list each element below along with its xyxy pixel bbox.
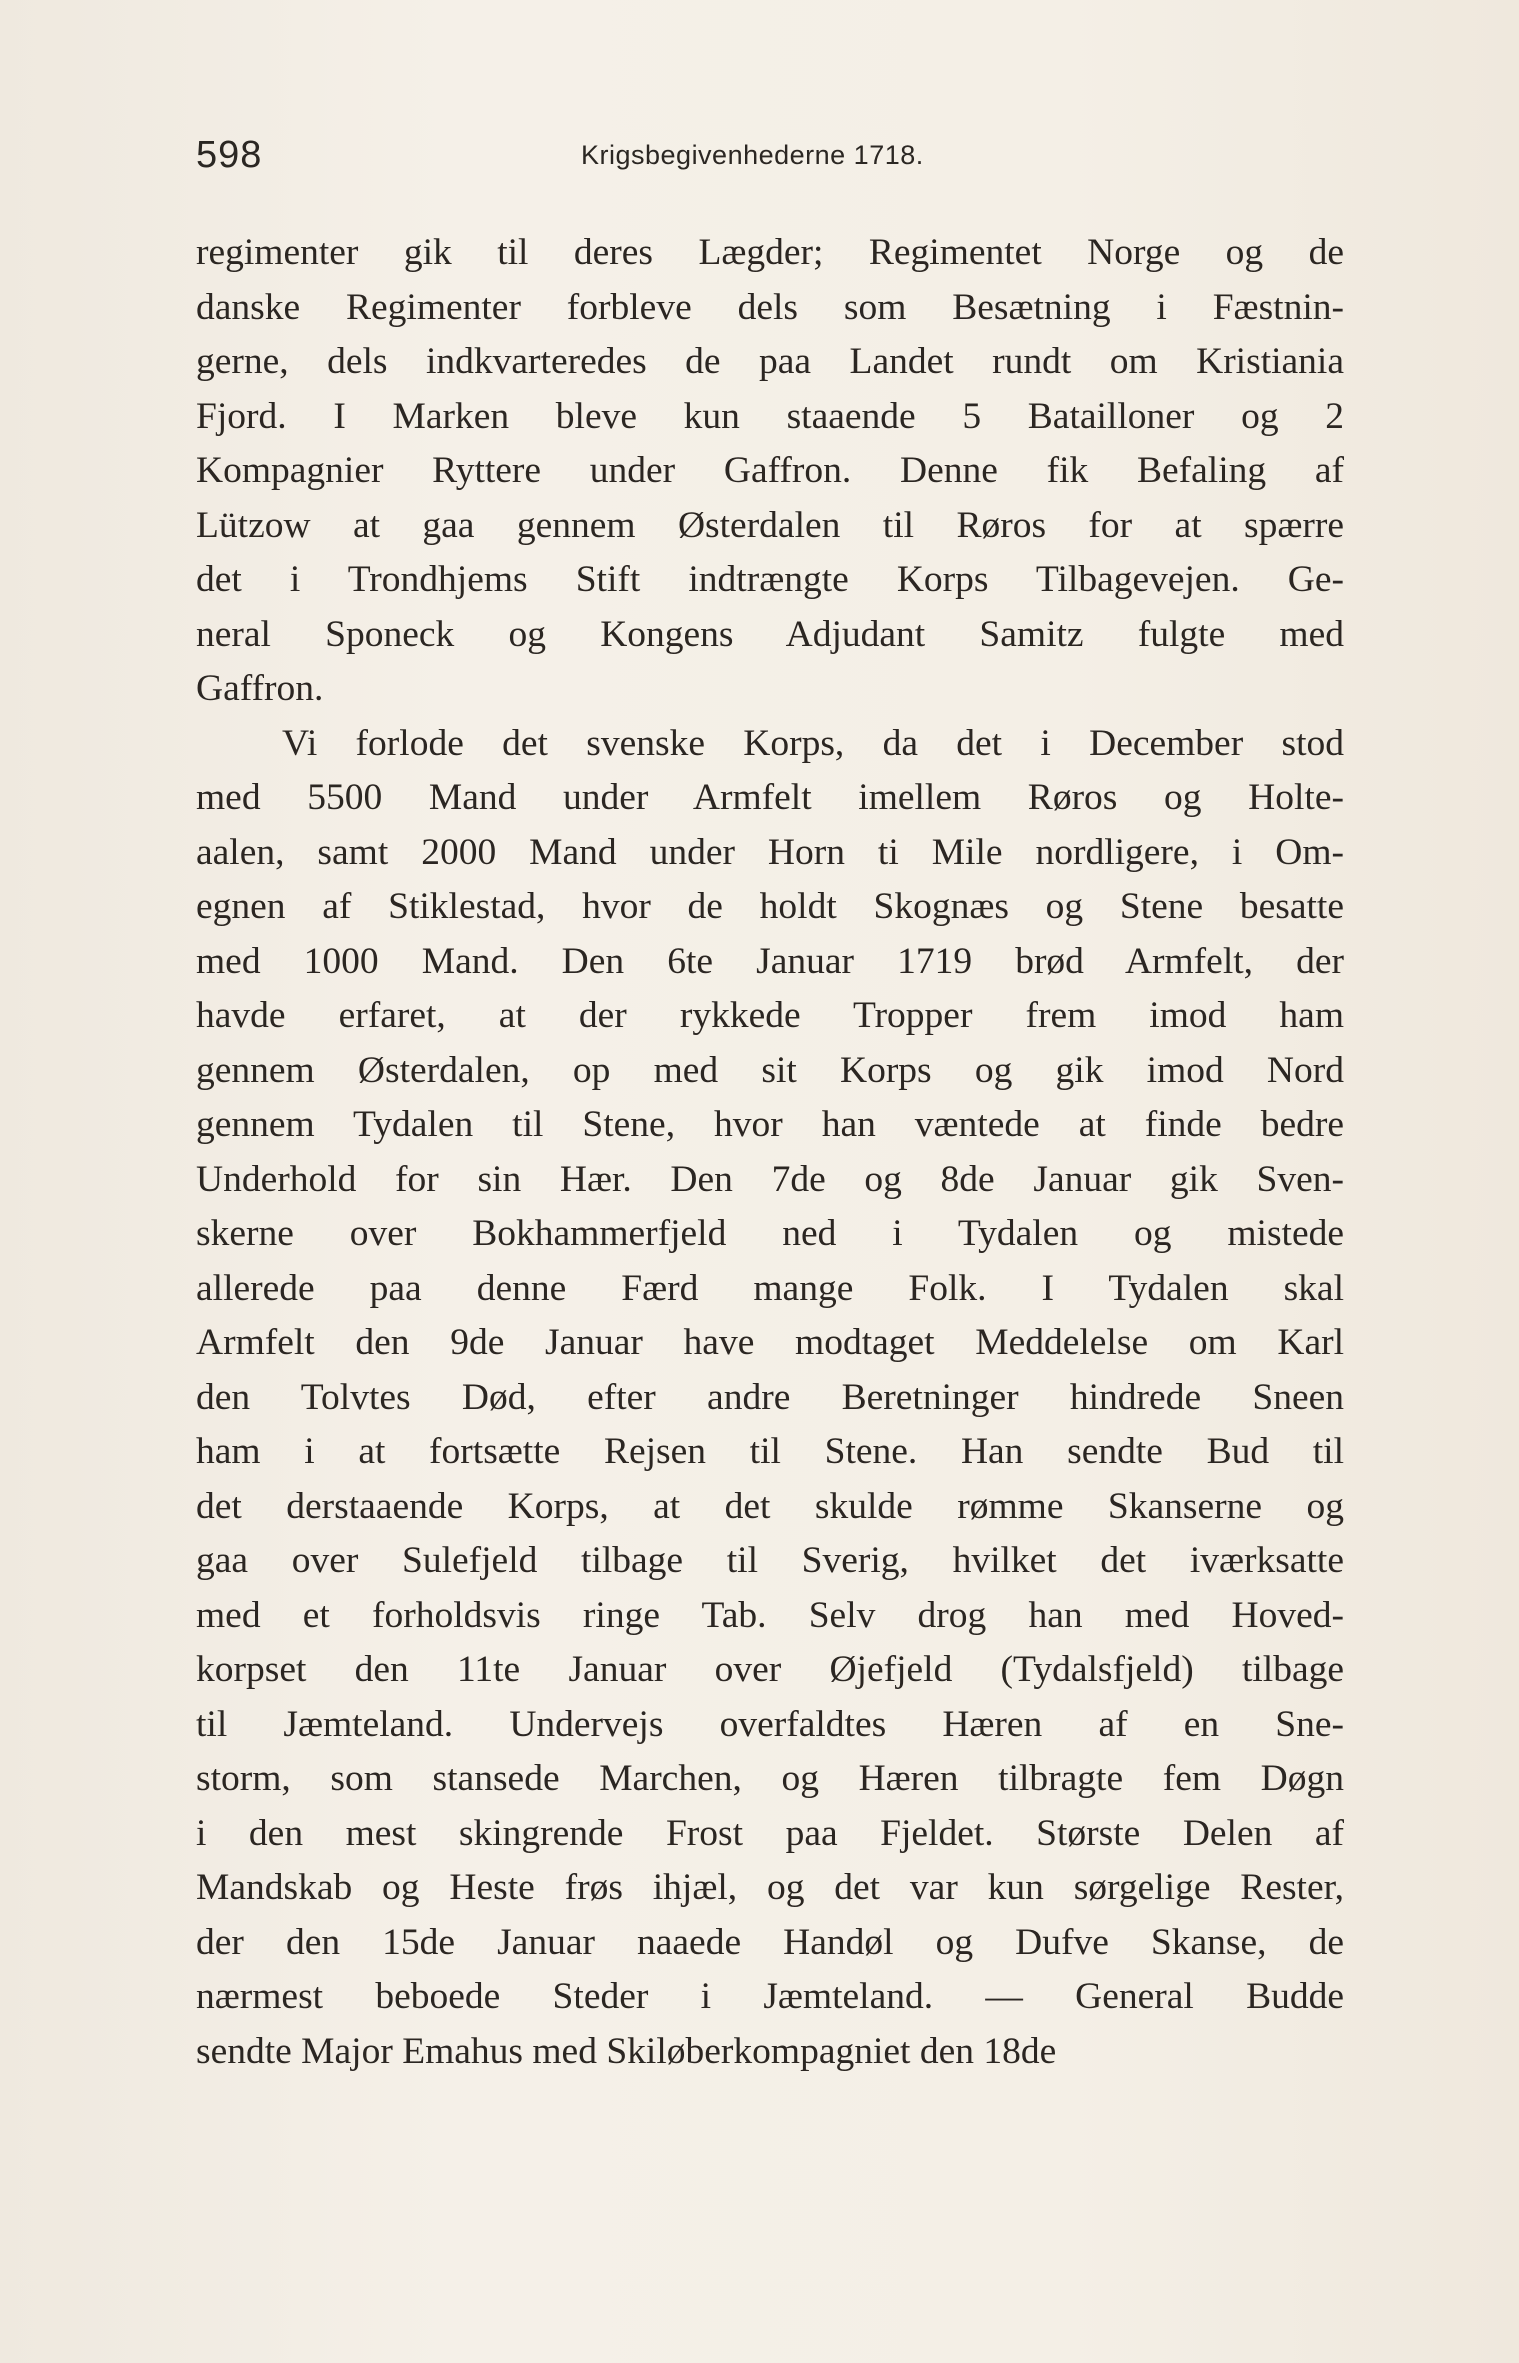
text-line: aalen, samt 2000 Mand under Horn ti Mile nordligere, i Om- xyxy=(196,831,1344,873)
text-line: neral Sponeck og Kongens Adjudant Samitz fulgte med xyxy=(196,613,1344,655)
text-line: ham i at fortsætte Rejsen til Stene. Han sendte Bud til xyxy=(196,1431,1344,1472)
text-line: skerne over Bokhammerfjeld ned i Tydalen og mistede xyxy=(196,1213,1344,1254)
text-line: Armfelt den 9de Januar have modtaget Meddelelse om Karl xyxy=(196,1322,1344,1363)
text-line: Fjord. I Marken bleve kun staaende 5 Batailloner og 2 xyxy=(196,395,1344,437)
text-line: med et forholdsvis ringe Tab. Selv drog han med Hoved- xyxy=(196,1594,1344,1636)
text-line: med 1000 Mand. Den 6te Januar 1719 brød Armfelt, der xyxy=(196,940,1344,982)
text-line: til Jæmteland. Undervejs overfaldtes Hæren af en Sne- xyxy=(196,1703,1344,1745)
text-line: der den 15de Januar naaede Handøl og Dufve Skanse, de xyxy=(196,1921,1344,1963)
text-line: regimenter gik til deres Lægder; Regimentet Norge og de xyxy=(196,232,1344,273)
text-line: gennem Tydalen til Stene, hvor han væntede at finde bedre xyxy=(196,1104,1344,1145)
page-number: 598 xyxy=(196,134,263,176)
text-line: i den mest skingrende Frost paa Fjeldet. Største Delen af xyxy=(196,1812,1344,1854)
text-line: gerne, dels indkvarteredes de paa Landet rundt om Kristiania xyxy=(196,341,1344,382)
text-line: gaa over Sulefjeld tilbage til Sverig, hvilket det iværksatte xyxy=(196,1540,1344,1581)
running-title: Krigsbegivenhederne 1718. xyxy=(581,140,924,170)
text-line: gennem Østerdalen, op med sit Korps og gik imod Nord xyxy=(196,1049,1344,1091)
text-line: sendte Major Emahus med Skiløberkompagniet den 18de xyxy=(196,2030,1057,2072)
text-line: det derstaaende Korps, at det skulde rømme Skanserne og xyxy=(196,1485,1344,1527)
text-line: danske Regimenter forbleve dels som Besætning i Fæstnin- xyxy=(196,286,1344,328)
text-line: Mandskab og Heste frøs ihjæl, og det var kun sørgelige Rester, xyxy=(196,1867,1344,1908)
running-head xyxy=(196,134,1344,184)
text-line: med 5500 Mand under Armfelt imellem Røros og Holte- xyxy=(196,777,1344,818)
text-line: storm, som stansede Marchen, og Hæren tilbragte fem Døgn xyxy=(196,1758,1344,1799)
body-text xyxy=(196,226,1344,2079)
text-line: Lützow at gaa gennem Østerdalen til Røros for at spærre xyxy=(196,504,1344,546)
text-line: Gaffron. xyxy=(196,668,324,709)
text-line: allerede paa denne Færd mange Folk. I Tydalen skal xyxy=(196,1267,1344,1309)
text-line: korpset den 11te Januar over Øjefjeld (Tydalsfjeld) tilbage xyxy=(196,1649,1344,1690)
text-line: Underhold for sin Hær. Den 7de og 8de Januar gik Sven- xyxy=(196,1158,1344,1200)
text-line: egnen af Stiklestad, hvor de holdt Skognæs og Stene besatte xyxy=(196,886,1344,927)
text-line: Kompagnier Ryttere under Gaffron. Denne fik Befaling af xyxy=(196,450,1344,491)
text-line: havde erfaret, at der rykkede Tropper frem imod ham xyxy=(196,995,1344,1036)
text-line: den Tolvtes Død, efter andre Beretninger hindrede Sneen xyxy=(196,1376,1344,1418)
text-line: nærmest beboede Steder i Jæmteland. — General Budde xyxy=(196,1976,1344,2017)
paragraph xyxy=(196,226,1344,717)
paragraph xyxy=(196,717,1344,2080)
text-line: Vi forlode det svenske Korps, da det i December stod xyxy=(282,722,1344,764)
text-line: det i Trondhjems Stift indtrængte Korps Tilbagevejen. Ge- xyxy=(196,559,1344,600)
